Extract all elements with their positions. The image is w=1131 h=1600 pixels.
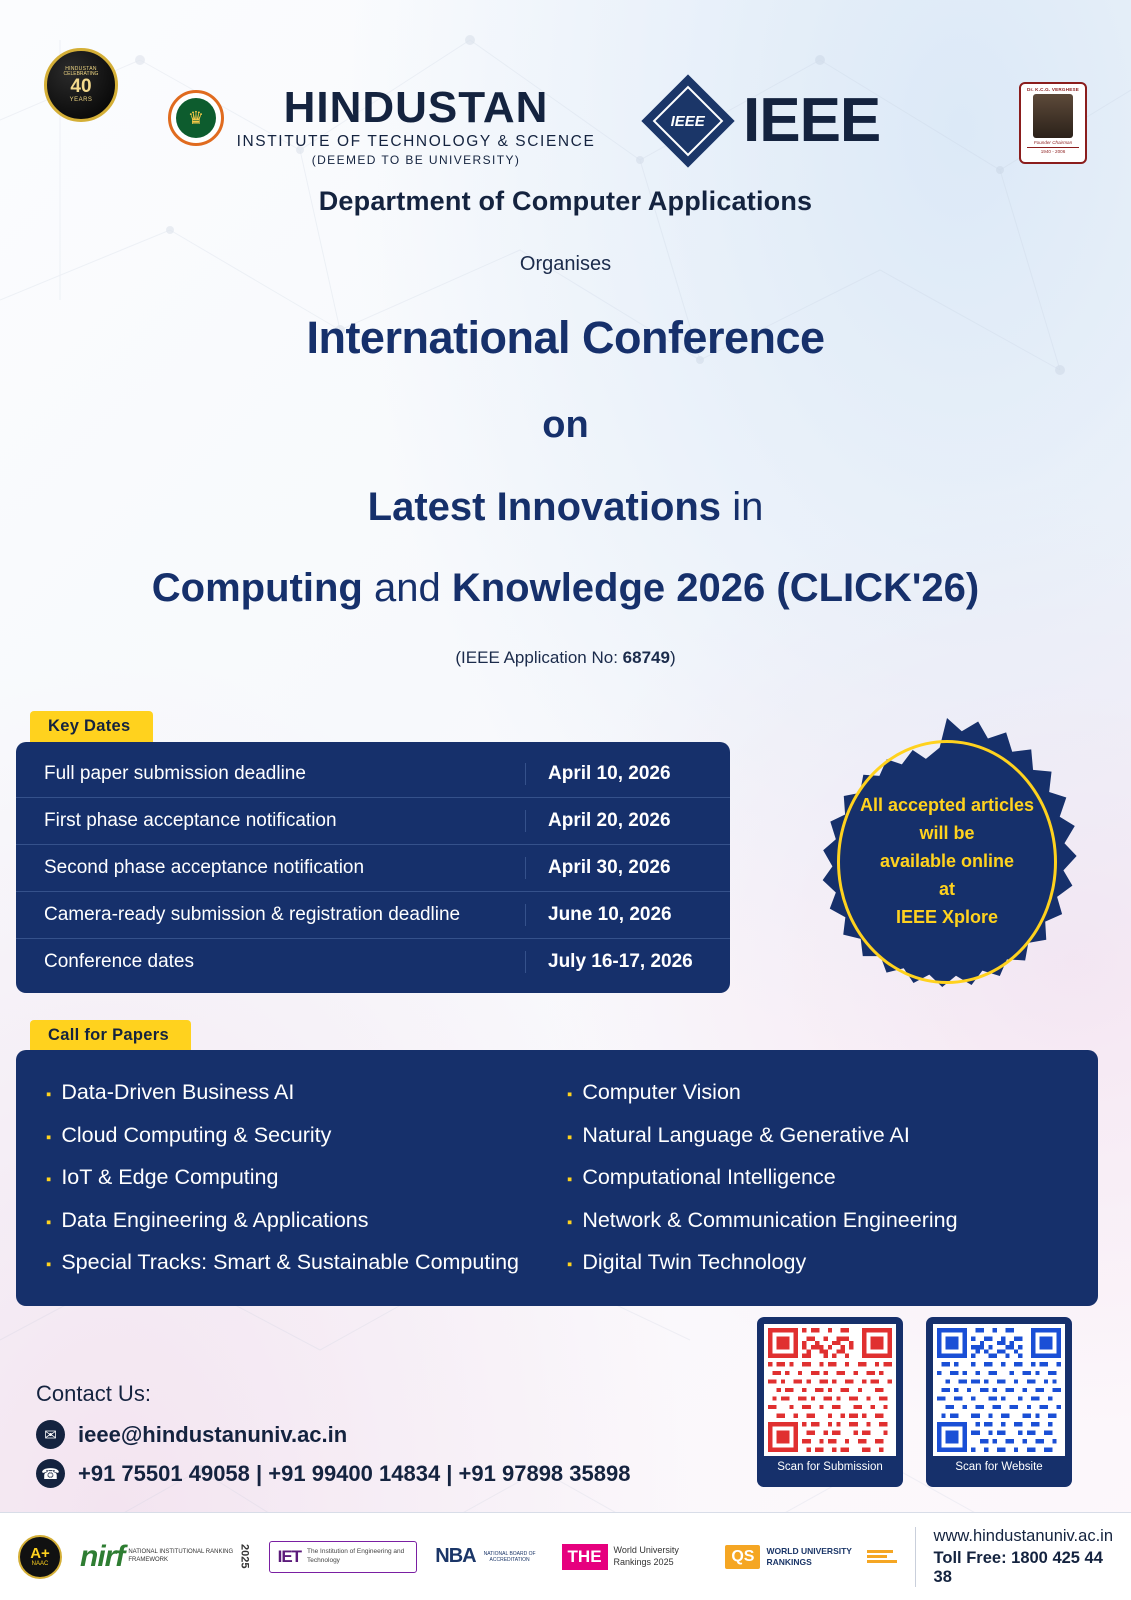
ieee-logo [655, 88, 880, 154]
contact-phones[interactable]: +91 75501 49058 | +91 99400 14834 | +91 97898 35898 [78, 1460, 631, 1486]
list-item [46, 1115, 547, 1158]
founder-years: 1940 - 2006 [1027, 147, 1078, 154]
table-row [16, 750, 730, 797]
key-date-value: June 10, 2026 [525, 904, 730, 926]
nba-text: NATIONAL BOARD OF ACCREDITATION [483, 1550, 536, 1563]
footer-accreditations [0, 1512, 1131, 1600]
key-date-label: Second phase acceptance notification [44, 857, 365, 878]
key-date-value: July 16-17, 2026 [525, 951, 730, 973]
qs-text: WORLD UNIVERSITY RANKINGS [766, 1545, 852, 1567]
topic-label: Network & Communication Engineering [582, 1207, 958, 1232]
nirf-mark: nirf [80, 1539, 125, 1573]
naac-icon [18, 1535, 62, 1579]
list-item [46, 1072, 547, 1115]
organises-label: Organises [519, 253, 612, 275]
table-row [16, 891, 730, 938]
topic-label: Data Engineering & Applications [61, 1207, 369, 1232]
qs-rankings-badge [725, 1545, 896, 1569]
topic-label: Computer Vision [582, 1080, 741, 1104]
call-for-papers-topics [16, 1050, 1098, 1306]
seal-line2: will be [919, 823, 975, 844]
topic-label: Computational Intelligence [582, 1165, 836, 1189]
contact-email-row[interactable] [36, 1420, 347, 1449]
contact-heading: Contact Us: [36, 1381, 151, 1406]
seal-line3: available online [879, 851, 1015, 872]
list-item [567, 1115, 1068, 1158]
naac-badge [18, 1535, 62, 1579]
list-item [567, 1072, 1068, 1115]
iet-badge [269, 1541, 418, 1573]
the-text: World University Rankings 2025 [613, 1545, 679, 1567]
ieee-application-number [0, 648, 1131, 668]
key-date-label: Conference dates [44, 951, 194, 972]
conf-line4-bold1: Computing [151, 566, 363, 610]
qs-mark: QS [725, 1545, 760, 1569]
footer-tollfree: Toll Free: 1800 425 44 38 [933, 1548, 1103, 1586]
key-date-value: April 30, 2026 [525, 857, 730, 879]
envelope-icon: ✉ [36, 1420, 65, 1449]
seal-line5: IEEE Xplore [895, 906, 999, 927]
ieee-xplore-seal [815, 718, 1079, 1006]
appno-value: 68749 [622, 648, 670, 667]
list-item [46, 1157, 547, 1200]
conference-title-line1: International Conference [306, 312, 825, 363]
department-title: Department of Computer Applications [318, 186, 813, 216]
anniversary-40-years-logo [44, 48, 118, 122]
list-item [46, 1242, 547, 1285]
key-dates-table [16, 742, 730, 993]
qr-submission-icon[interactable] [764, 1324, 896, 1456]
institute-tagline: (DEEMED TO BE UNIVERSITY) [311, 153, 521, 167]
founder-chairman-badge [1019, 82, 1087, 164]
nirf-badge [80, 1540, 251, 1574]
anniv-line2: CELEBRATING [63, 70, 99, 77]
bullet-icon: ▪ [46, 1213, 52, 1231]
key-date-value: April 10, 2026 [525, 763, 730, 785]
institute-subtitle: INSTITUTE OF TECHNOLOGY & SCIENCE [236, 133, 596, 150]
naac-label: NAAC [31, 1561, 49, 1567]
table-row [16, 844, 730, 891]
conf-line4-mid: and [373, 566, 441, 610]
the-rankings-badge [562, 1544, 708, 1570]
qr-submission-card[interactable] [757, 1317, 903, 1487]
conference-title-line2: on [542, 404, 589, 446]
conf-line3-rest: in [732, 485, 764, 529]
hindustan-emblem-icon [168, 90, 224, 146]
founder-name: Dr. K.C.G. VERGHESE [1026, 87, 1080, 92]
ieee-diamond-icon [641, 74, 734, 167]
qs-bars-icon [867, 1550, 897, 1563]
bullet-icon: ▪ [46, 1171, 52, 1188]
ieee-wordmark: IEEE [743, 86, 881, 155]
key-dates-tag: Key Dates [30, 711, 153, 742]
conference-title-line4 [0, 566, 1131, 611]
nirf-subtitle: NATIONAL INSTITUTIONAL RANKING FRAMEWORK [128, 1549, 234, 1563]
list-item [567, 1200, 1068, 1243]
list-item [567, 1242, 1068, 1285]
topic-label: Natural Language & Generative AI [582, 1122, 910, 1147]
footer-website[interactable]: www.hindustanuniv.ac.in [933, 1526, 1113, 1545]
nba-badge [435, 1545, 543, 1568]
bullet-icon: ▪ [567, 1213, 573, 1231]
appno-suffix: ) [669, 648, 676, 667]
bullet-icon: ▪ [46, 1086, 52, 1103]
topic-label: Special Tracks: Smart & Sustainable Computing [61, 1250, 520, 1274]
anniv-line1: HINDUSTAN [65, 65, 97, 72]
seal-line4: at [938, 878, 955, 899]
founder-photo [1033, 94, 1073, 138]
qr-submission-caption: Scan for Submission [777, 1461, 883, 1473]
nba-mark: NBA [435, 1545, 476, 1567]
key-date-label: Camera-ready submission & registration deadline [44, 904, 461, 925]
bullet-icon: ▪ [567, 1171, 573, 1188]
ieee-diamond-inner [653, 86, 724, 157]
iet-mark: IET [277, 1546, 302, 1566]
iet-text: The Institution of Engineering and Technology [307, 1548, 405, 1564]
key-date-label: Full paper submission deadline [44, 762, 306, 784]
founder-role: Founder Chairman [1033, 140, 1073, 145]
footer-contact [915, 1527, 1113, 1587]
nirf-year: 2025 [238, 1544, 251, 1569]
conf-line3-bold: Latest Innovations [367, 485, 722, 529]
bullet-icon: ▪ [46, 1256, 52, 1273]
seal-text [815, 718, 1079, 1006]
anniv-line3: YEARS [69, 97, 93, 104]
appno-prefix: (IEEE Application No: [455, 648, 623, 667]
topic-label: Cloud Computing & Security [61, 1122, 332, 1147]
conf-line4-bold2: Knowledge 2026 (CLICK'26) [451, 566, 980, 610]
key-date-value: April 20, 2026 [525, 810, 730, 832]
header-logo-row [0, 38, 1131, 167]
topic-label: IoT & Edge Computing [61, 1165, 279, 1189]
institute-wordmark [236, 83, 596, 167]
topic-label: Digital Twin Technology [582, 1250, 807, 1274]
anniv-years-number: 40 [70, 76, 92, 98]
phone-icon: ☎ [36, 1459, 65, 1488]
topic-label: Data-Driven Business AI [61, 1080, 295, 1104]
institute-name: HINDUSTAN [283, 83, 549, 132]
bullet-icon: ▪ [46, 1128, 52, 1146]
the-mark: THE [562, 1544, 608, 1570]
qr-website-card[interactable] [926, 1317, 1072, 1487]
bullet-icon: ▪ [567, 1128, 573, 1146]
call-for-papers-tag: Call for Papers [30, 1020, 191, 1051]
key-date-label: First phase acceptance notification [44, 810, 337, 831]
qr-website-icon[interactable] [933, 1324, 1065, 1456]
naac-grade: A+ [30, 1545, 50, 1562]
seal-line1: All accepted articles [859, 795, 1035, 816]
ieee-diamond-label: IEEE [670, 112, 706, 130]
list-item [46, 1200, 547, 1243]
table-row [16, 938, 730, 985]
bullet-icon: ▪ [567, 1256, 573, 1273]
bullet-icon: ▪ [567, 1086, 573, 1103]
contact-phone-row[interactable] [36, 1459, 630, 1488]
conference-title-line3 [0, 485, 1131, 530]
contact-email[interactable]: ieee@hindustanuniv.ac.in [78, 1421, 348, 1447]
list-item [567, 1157, 1068, 1200]
qr-website-caption: Scan for Website [955, 1461, 1043, 1473]
emblem-inner-icon: ♛ [176, 98, 216, 138]
table-row [16, 797, 730, 844]
